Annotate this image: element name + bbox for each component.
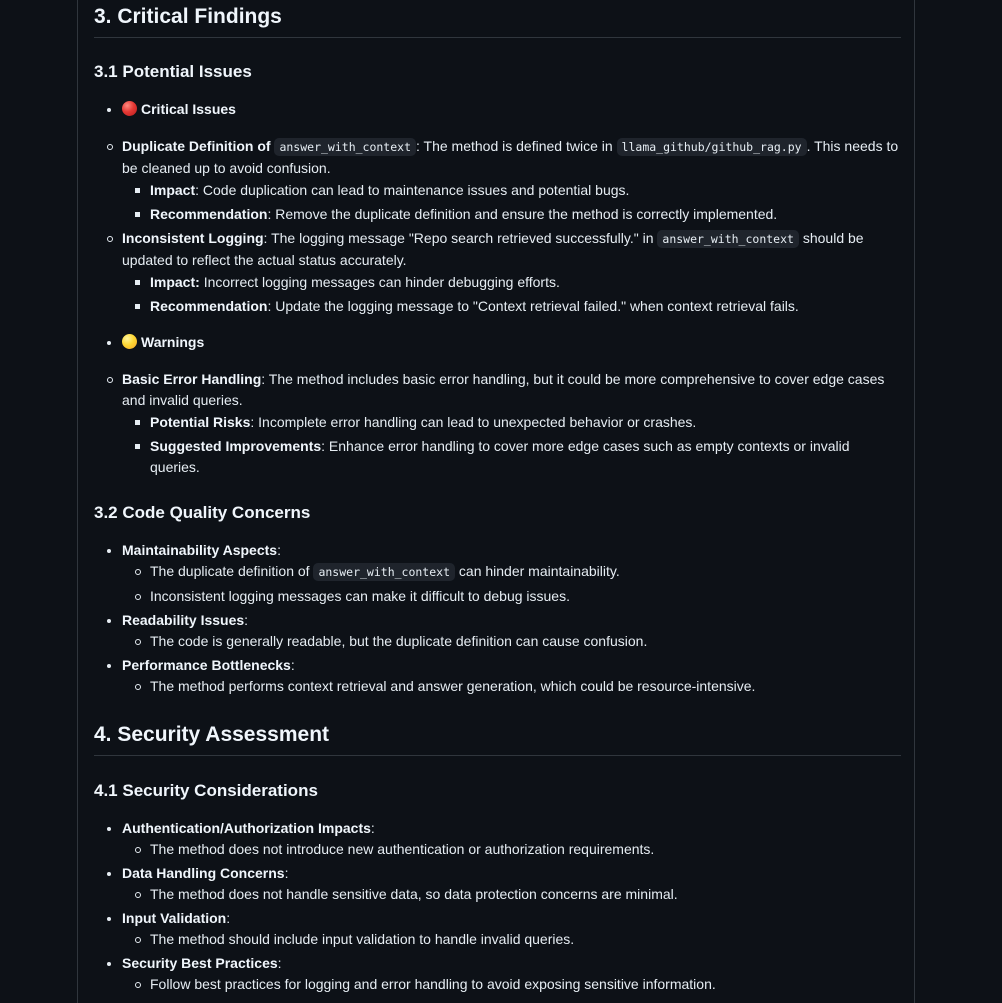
- item-title: Impact:: [150, 274, 200, 290]
- item-title: Inconsistent Logging: [122, 230, 264, 246]
- list-item: [122, 561, 901, 583]
- item-text: should be updated to reflect the actual status accurately.: [122, 230, 864, 268]
- list-item: [122, 180, 901, 201]
- item-title: Performance Bottlenecks: [122, 657, 291, 673]
- code-quality-list: [94, 540, 901, 697]
- list-item: [122, 272, 901, 293]
- item-colon: :: [226, 910, 231, 926]
- list-item: [94, 99, 901, 120]
- list-item: [94, 863, 901, 905]
- list-item: [122, 412, 901, 433]
- list-item: [94, 818, 901, 860]
- list-item: [94, 369, 901, 478]
- item-title: Recommendation: [150, 206, 268, 222]
- list-item: [122, 586, 901, 607]
- nested-list: [122, 561, 901, 607]
- list-item: [94, 908, 901, 950]
- heading-security-assessment: 4. Security Assessment: [94, 721, 901, 756]
- item-text: : Incomplete error handling can lead to unexpected behavior or crashes.: [250, 414, 697, 430]
- list-item: [94, 332, 901, 353]
- nested-list: [122, 631, 901, 652]
- item-colon: :: [244, 612, 249, 628]
- list-item: [94, 610, 901, 652]
- nested-list: [122, 180, 901, 225]
- list-item: [122, 204, 901, 225]
- item-title: Recommendation: [150, 298, 268, 314]
- item-text: The code is generally readable, but the duplicate definition can cause confusion.: [150, 633, 648, 649]
- critical-issues-label: Critical Issues: [141, 101, 236, 117]
- inline-code: answer_with_context: [313, 563, 455, 581]
- list-item: [122, 974, 901, 995]
- list-item: [94, 655, 901, 697]
- nested-list: [122, 929, 901, 950]
- nested-list: [122, 839, 901, 860]
- item-text: : Remove the duplicate definition and ensure the method is correctly implemented.: [267, 206, 778, 222]
- item-text: The duplicate definition of: [150, 563, 310, 579]
- list-item: [94, 136, 901, 225]
- list-item: [122, 631, 901, 652]
- yellow-circle-icon: [122, 334, 137, 349]
- item-title: Input Validation: [122, 910, 227, 926]
- item-text: The method does not introduce new authentication or authorization requirements.: [150, 841, 655, 857]
- item-title: Impact: [150, 182, 196, 198]
- item-text: : The method includes basic error handling, but it could be more comprehensive to cover edge cases and invalid queries.: [122, 371, 885, 408]
- item-text: can hinder maintainability.: [458, 563, 620, 579]
- list-item: [94, 540, 901, 607]
- list-item: [122, 884, 901, 905]
- item-colon: :: [370, 820, 375, 836]
- item-text: : The logging message "Repo search retrieved successfully." in: [263, 230, 654, 246]
- item-text: : Code duplication can lead to maintenance issues and potential bugs.: [195, 182, 630, 198]
- warnings-sublist: [94, 369, 901, 478]
- warnings-list: [94, 332, 901, 353]
- inline-code: llama_github/github_rag.py: [617, 138, 807, 156]
- item-title: Duplicate Definition of: [122, 138, 271, 154]
- item-title: Maintainability Aspects: [122, 542, 278, 558]
- markdown-panel: [77, 0, 915, 1003]
- nested-list: [122, 272, 901, 317]
- critical-issues-list: [94, 99, 901, 120]
- warnings-label: Warnings: [141, 334, 205, 350]
- item-text: The method should include input validation to handle invalid queries.: [150, 931, 575, 947]
- item-text: The method does not handle sensitive data, so data protection concerns are minimal.: [150, 886, 678, 902]
- list-item: [122, 929, 901, 950]
- inline-code: answer_with_context: [274, 138, 416, 156]
- item-colon: :: [284, 865, 289, 881]
- security-list: [94, 818, 901, 995]
- item-text: Incorrect logging messages can hinder debugging efforts.: [203, 274, 560, 290]
- item-title: Data Handling Concerns: [122, 865, 285, 881]
- item-text: The method performs context retrieval and answer generation, which could be resource-intensive.: [150, 678, 756, 694]
- list-item: [122, 436, 901, 478]
- item-text: . This needs to be cleaned up to avoid confusion.: [122, 138, 899, 176]
- red-circle-icon: [122, 101, 137, 116]
- item-text: : The method is defined twice in: [416, 138, 613, 154]
- item-title: Authentication/Authorization Impacts: [122, 820, 371, 836]
- item-title: Basic Error Handling: [122, 371, 262, 387]
- list-item: [122, 839, 901, 860]
- item-colon: :: [277, 955, 282, 971]
- item-text: : Enhance error handling to cover more edge cases such as empty contexts or invalid queries.: [150, 438, 850, 475]
- nested-list: [122, 884, 901, 905]
- item-colon: :: [277, 542, 281, 558]
- heading-security-considerations: 4.1 Security Considerations: [94, 781, 318, 800]
- item-text: Inconsistent logging messages can make it difficult to debug issues.: [150, 588, 570, 604]
- item-text: : Update the logging message to "Context retrieval failed." when context retrieval fails.: [267, 298, 799, 314]
- list-item: [122, 296, 901, 317]
- list-item: [122, 676, 901, 697]
- item-title: Security Best Practices: [122, 955, 278, 971]
- list-item: [94, 953, 901, 995]
- item-title: Potential Risks: [150, 414, 251, 430]
- heading-code-quality-concerns: 3.2 Code Quality Concerns: [94, 503, 311, 522]
- nested-list: [122, 676, 901, 697]
- inline-code: answer_with_context: [657, 230, 799, 248]
- item-text: Follow best practices for logging and error handling to avoid exposing sensitive information.: [150, 976, 716, 992]
- item-title: Suggested Improvements: [150, 438, 322, 454]
- item-title: Readability Issues: [122, 612, 245, 628]
- nested-list: [122, 974, 901, 995]
- heading-critical-findings: 3. Critical Findings: [94, 3, 901, 38]
- heading-potential-issues: 3.1 Potential Issues: [94, 62, 252, 81]
- critical-issues-sublist: [94, 136, 901, 317]
- item-colon: :: [290, 657, 295, 673]
- list-item: [94, 228, 901, 317]
- nested-list: [122, 412, 901, 478]
